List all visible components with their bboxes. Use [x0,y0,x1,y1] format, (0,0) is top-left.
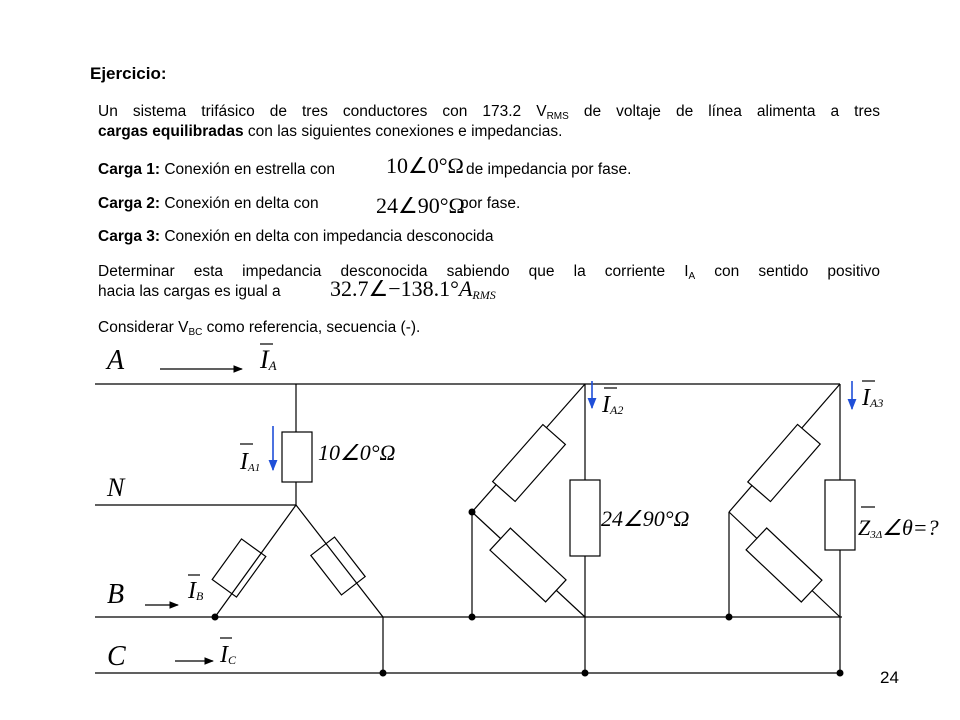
load1-line: Carga 1: Conexión en estrella con [98,161,335,178]
load1-leg-b [215,505,296,617]
junction-dot [380,670,387,677]
load3-impedance-label: Z3Δ∠θ=? [858,515,939,541]
load1-resistor-c [311,537,365,595]
load1-resistor-a [282,432,312,482]
load2-impedance-label: 24∠90°Ω [601,506,690,531]
load1-tail: de impedancia por fase. [466,161,632,178]
load1-leg-c [296,505,383,617]
exercise-heading: Ejercicio: [90,64,167,83]
junction-dot [212,614,219,621]
current-label-a1: IA1 [240,449,261,475]
junction-dot [469,614,476,621]
load3-resistor-bc [746,528,822,602]
bus-label-n: N [107,473,125,502]
load3-resistor-ab [748,424,820,501]
load1-resistor-b [212,539,266,597]
reference-line: Considerar $V_{BC}$ como referencia, secuencia (-). [98,319,421,338]
load2-line: Carga 2: Conexión en delta con [98,195,319,212]
statement-line-2: cargas equilibradas con las siguientes conexiones e impedancias. [98,123,563,140]
load2-impedance-math: 24∠90°Ω [376,193,465,218]
load2-resistor-ac [570,480,600,556]
line-current-math: $32.7\angle-138.1^\circ A_{RMS}$ [330,276,496,302]
determine-line-2: hacia las cargas es igual a [98,283,281,300]
load3-line: Carga 3: Conexión en delta con impedancia desconocida [98,228,494,245]
current-label-b: IB [188,578,204,604]
junction-dot [582,670,589,677]
determine-line-1: Determinar esta impedancia desconocida sabiendo que la corriente $I_A$ con sentido positivo [98,263,880,282]
current-label-c: IC [220,642,237,668]
load2-resistor-bc [490,528,566,602]
load1-impedance-label: 10∠0°Ω [318,440,396,465]
load1-impedance-math: 10∠0°Ω [386,153,464,178]
junction-dot [469,509,476,516]
current-label-a3: IA3 [862,385,884,411]
statement-line-1: Un sistema trifásico de tres conductores con 173.2 $V_{RMS}$ de voltaje de línea alimenta a tres [98,103,880,122]
page-number: 24 [880,668,899,687]
current-label-a2: IA2 [602,392,624,418]
junction-dot [726,614,733,621]
current-label-a: IA [260,345,277,374]
bus-label-a: A [107,345,125,376]
load2-resistor-ab [493,425,566,502]
bus-label-b: B [107,579,125,610]
bus-label-c: C [107,641,126,672]
junction-dot [837,670,844,677]
load2-tail: por fase. [460,195,521,212]
load3-resistor-ac [825,480,855,550]
